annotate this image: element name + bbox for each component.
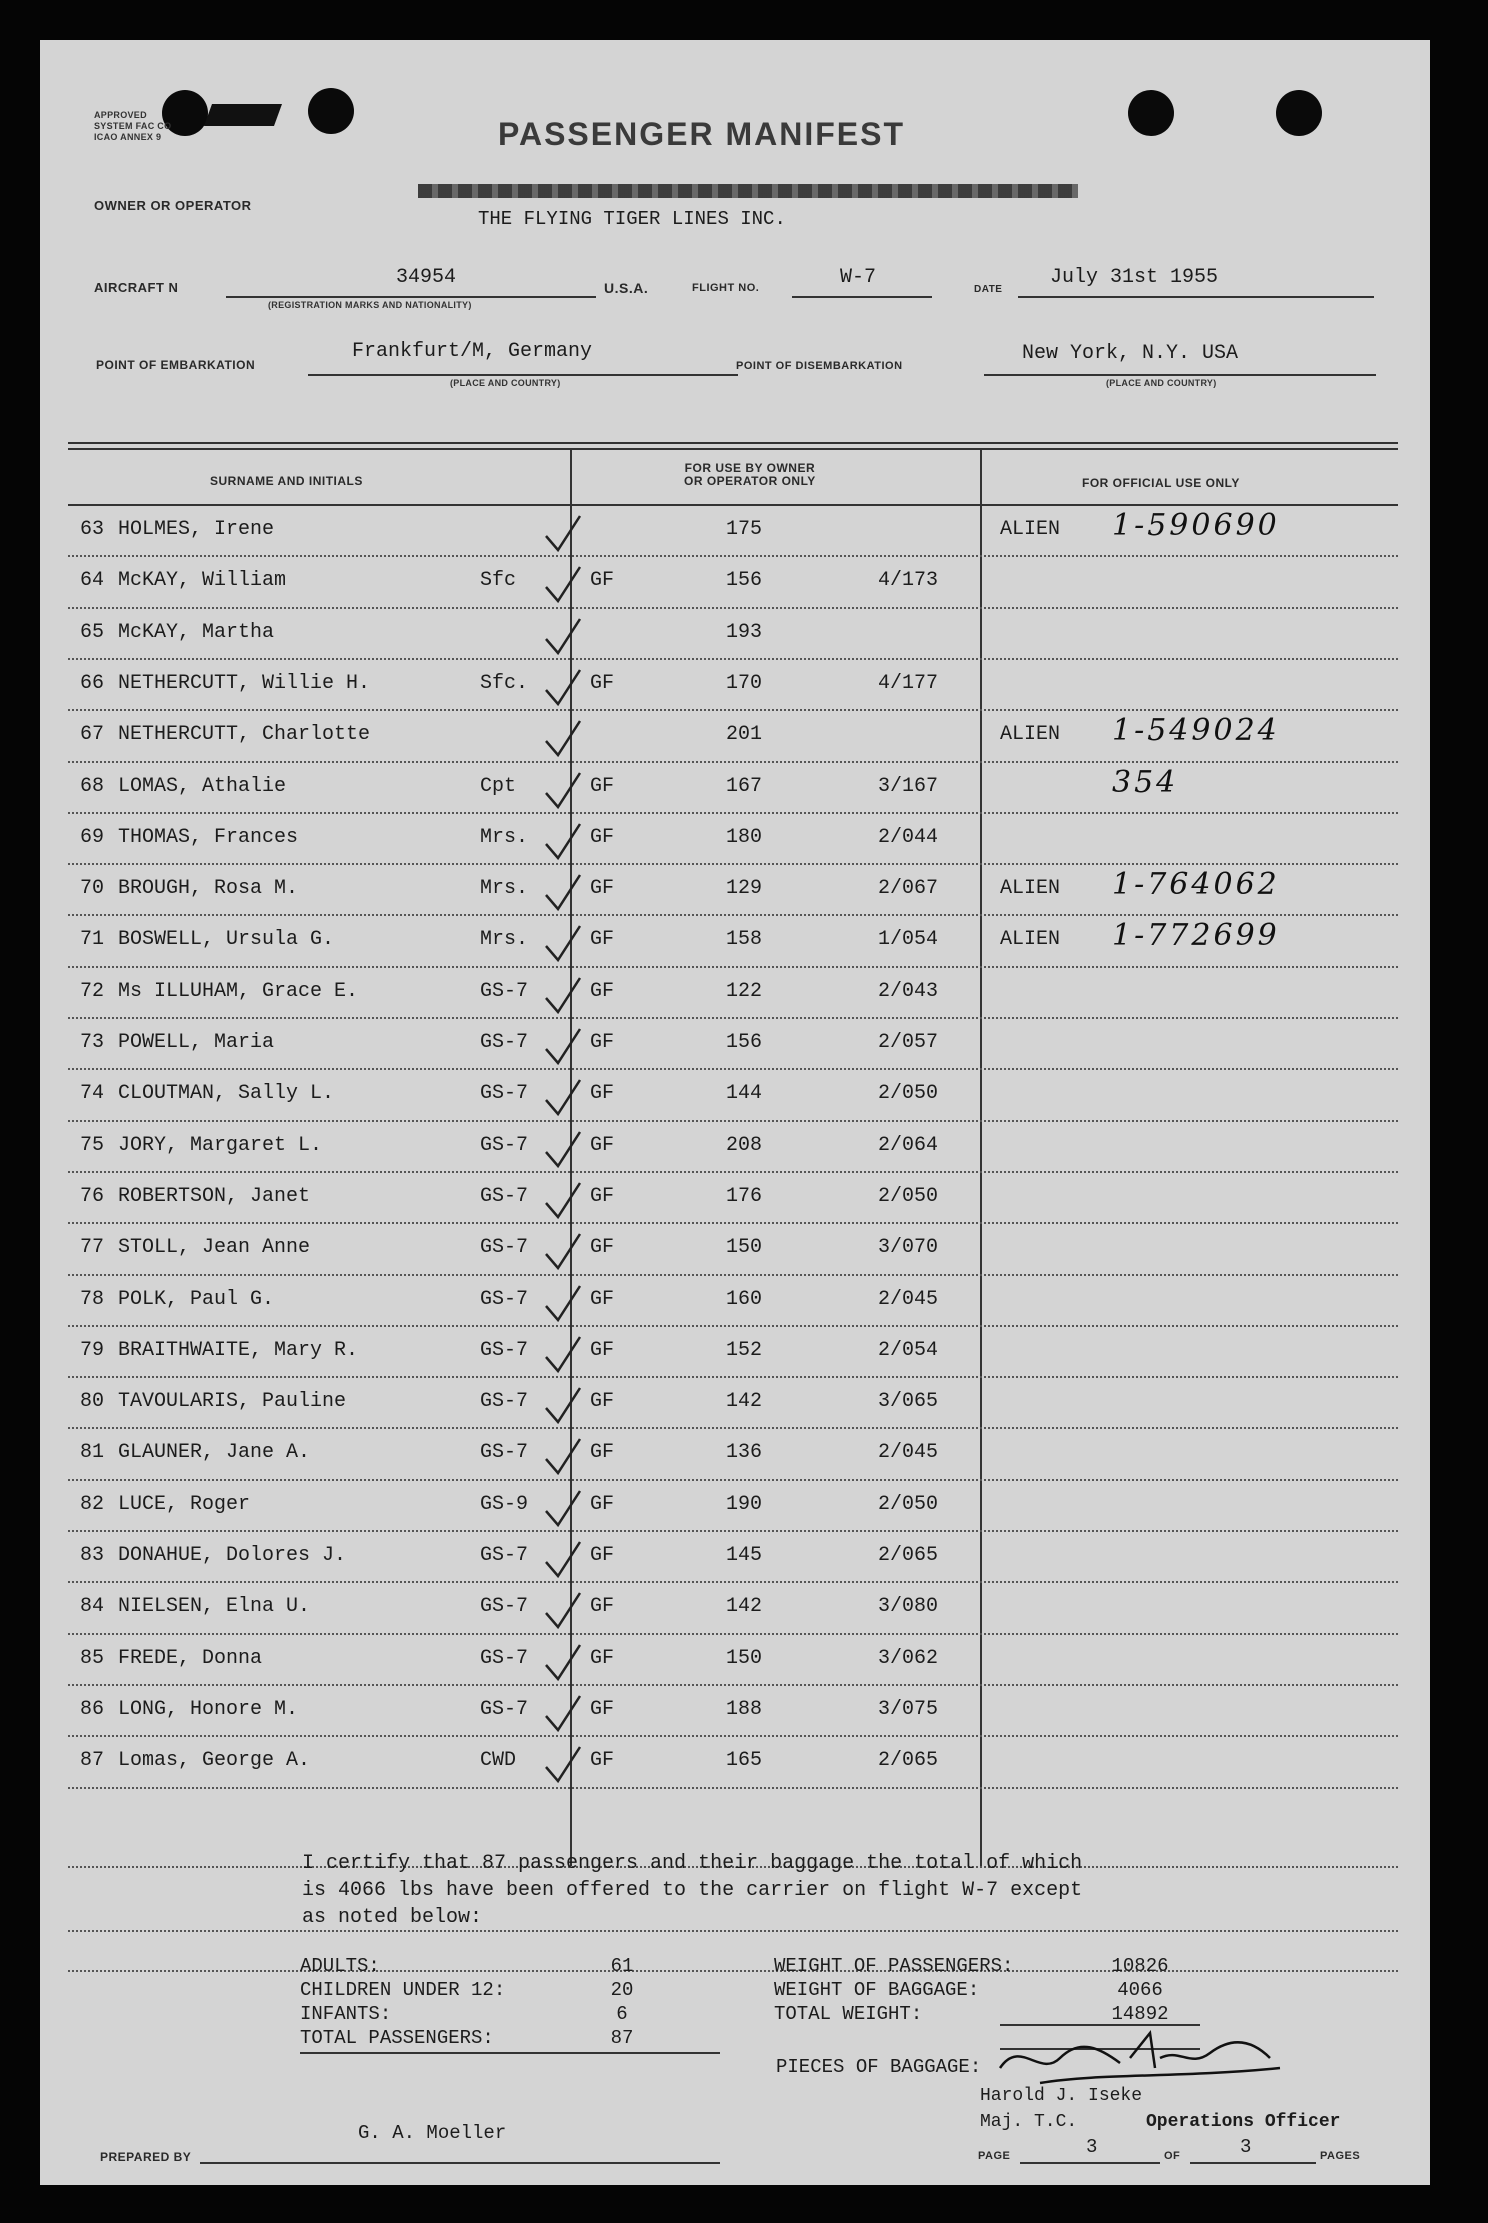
check-mark-icon xyxy=(540,512,630,556)
table-row xyxy=(40,1173,1430,1224)
embark-label: POINT OF EMBARKATION xyxy=(96,358,256,372)
passenger-name: LUCE, Roger xyxy=(118,1492,251,1516)
check-mark-icon xyxy=(540,563,630,607)
passenger-weight: 142 xyxy=(726,1390,763,1414)
passenger-name: DONAHUE, Dolores J. xyxy=(118,1544,347,1567)
row-number: 78 xyxy=(80,1287,105,1311)
flight-label: FLIGHT NO. xyxy=(692,282,760,294)
baggage-count: 2/050 xyxy=(878,1184,939,1208)
passenger-weight: 158 xyxy=(726,928,763,952)
passenger-weight: 175 xyxy=(726,518,763,541)
gf-mark: GF xyxy=(590,1749,615,1773)
adults-label: ADULTS: xyxy=(300,1955,380,1977)
row-number: 83 xyxy=(80,1544,105,1567)
passenger-rank: Cpt xyxy=(480,774,517,798)
passenger-name: FREDE, Donna xyxy=(118,1646,263,1670)
punch-hole xyxy=(1128,90,1174,136)
table-row xyxy=(40,660,1430,711)
gf-mark: GF xyxy=(590,1492,615,1516)
check-mark-icon xyxy=(540,1487,630,1531)
check-mark-icon xyxy=(540,1179,630,1223)
check-mark-icon xyxy=(540,1641,630,1685)
passenger-weight: 190 xyxy=(726,1492,763,1516)
check-mark-icon xyxy=(540,717,630,761)
passenger-weight: 136 xyxy=(726,1441,763,1465)
check-mark-icon xyxy=(540,666,630,710)
baggage-count: 2/050 xyxy=(878,1492,939,1516)
check-mark-icon xyxy=(540,820,630,864)
alien-label: ALIEN xyxy=(1000,723,1061,747)
col-header-owner-line: FOR USE BY OWNER xyxy=(684,461,816,475)
passenger-weight: 144 xyxy=(726,1082,763,1106)
passenger-weight: 152 xyxy=(726,1338,763,1362)
punch-hole xyxy=(1276,90,1322,136)
row-number: 77 xyxy=(80,1236,105,1260)
certification-text xyxy=(302,1850,1082,1931)
prepared-label: PREPARED BY xyxy=(100,2150,192,2164)
alien-label: ALIEN xyxy=(1000,518,1061,541)
row-number: 69 xyxy=(80,825,105,849)
row-number: 71 xyxy=(80,928,105,952)
passenger-name: NETHERCUTT, Charlotte xyxy=(118,723,371,747)
gf-mark: GF xyxy=(590,1390,615,1414)
official-number: 354 xyxy=(1112,764,1179,800)
owner-value: THE FLYING TIGER LINES INC. xyxy=(478,208,786,230)
redaction-mark xyxy=(204,104,282,126)
approved-line: APPROVED xyxy=(94,110,147,120)
baggage-count: 2/050 xyxy=(878,1082,939,1106)
baggage-count: 2/067 xyxy=(878,877,939,901)
passenger-name: CLOUTMAN, Sally L. xyxy=(118,1082,335,1106)
passenger-name: HOLMES, Irene xyxy=(118,518,275,541)
row-number: 87 xyxy=(80,1749,105,1773)
baggage-count: 2/045 xyxy=(878,1287,939,1311)
passenger-name: Ms ILLUHAM, Grace E. xyxy=(118,979,359,1003)
infants-value: 6 xyxy=(616,2003,628,2025)
check-mark-icon xyxy=(540,922,630,966)
row-number: 64 xyxy=(80,569,105,593)
gf-mark: GF xyxy=(590,1338,615,1362)
row-number: 74 xyxy=(80,1082,105,1106)
gf-mark: GF xyxy=(590,774,615,798)
row-number: 81 xyxy=(80,1441,105,1465)
table-row xyxy=(40,711,1430,762)
gf-mark: GF xyxy=(590,1031,615,1054)
page-label: PAGE xyxy=(978,2150,1011,2162)
passenger-name: NETHERCUTT, Willie H. xyxy=(118,671,371,695)
passenger-name: ROBERTSON, Janet xyxy=(118,1184,311,1208)
of-label: OF xyxy=(1164,2150,1181,2162)
gf-mark: GF xyxy=(590,877,615,901)
passenger-rank: GS-9 xyxy=(480,1492,529,1516)
page-value: 3 xyxy=(1086,2136,1098,2158)
passenger-name: BRAITHWAITE, Mary R. xyxy=(118,1338,359,1362)
passenger-name: BOSWELL, Ursula G. xyxy=(118,928,335,952)
check-mark-icon xyxy=(540,1743,630,1787)
passenger-weight: 180 xyxy=(726,825,763,849)
check-mark-icon xyxy=(540,871,630,915)
passenger-name: POLK, Paul G. xyxy=(118,1287,275,1311)
date-underline xyxy=(1018,296,1374,298)
weight-baggage-value: 4066 xyxy=(1117,1979,1163,2001)
baggage-count: 2/045 xyxy=(878,1441,939,1465)
row-number: 73 xyxy=(80,1031,105,1054)
passenger-rank: GS-7 xyxy=(480,1390,529,1414)
check-mark-icon xyxy=(540,1230,630,1274)
passenger-rank: GS-7 xyxy=(480,1184,529,1208)
row-number: 66 xyxy=(80,671,105,695)
check-mark-icon xyxy=(540,1384,630,1428)
table-row xyxy=(40,1635,1430,1686)
owner-label: OWNER OR OPERATOR xyxy=(94,198,252,213)
passenger-weight: 201 xyxy=(726,723,763,747)
approved-stamp xyxy=(94,110,171,143)
passenger-weight: 156 xyxy=(726,1031,763,1054)
gf-mark: GF xyxy=(590,1646,615,1670)
pages-label: PAGES xyxy=(1320,2150,1361,2162)
passenger-name: McKAY, Martha xyxy=(118,620,275,644)
aircraft-value: 34954 xyxy=(396,266,457,289)
page-underline xyxy=(1020,2162,1160,2164)
table-row xyxy=(40,1070,1430,1121)
baggage-count: 2/044 xyxy=(878,825,939,849)
official-number: 1-590690 xyxy=(1112,508,1280,543)
alien-label: ALIEN xyxy=(1000,928,1061,952)
passenger-rank: GS-7 xyxy=(480,1082,529,1106)
gf-mark: GF xyxy=(590,1236,615,1260)
passenger-rank: GS-7 xyxy=(480,1236,529,1260)
passenger-weight: 170 xyxy=(726,671,763,695)
table-row xyxy=(40,968,1430,1019)
weight-passengers-value: 10826 xyxy=(1111,1955,1169,1977)
weight-values xyxy=(1080,1954,1200,2026)
check-mark-icon xyxy=(540,1128,630,1172)
passenger-name: BROUGH, Rosa M. xyxy=(118,877,299,901)
baggage-count: 3/167 xyxy=(878,774,939,798)
row-separator xyxy=(68,1787,1398,1789)
row-number: 65 xyxy=(80,620,105,644)
row-number: 75 xyxy=(80,1133,105,1157)
passenger-rank: Mrs. xyxy=(480,825,529,849)
check-mark-icon xyxy=(540,1282,630,1326)
struck-out-text xyxy=(418,184,1078,198)
passenger-weight: 188 xyxy=(726,1697,763,1721)
row-number: 84 xyxy=(80,1595,105,1619)
passenger-rank: Mrs. xyxy=(480,928,529,952)
check-mark-icon xyxy=(540,1589,630,1633)
row-number: 82 xyxy=(80,1492,105,1516)
passenger-name: McKAY, William xyxy=(118,569,287,593)
table-row xyxy=(40,1327,1430,1378)
table-row xyxy=(40,1019,1430,1070)
gf-mark: GF xyxy=(590,1287,615,1311)
table-row xyxy=(40,1686,1430,1737)
signer-title: Operations Officer xyxy=(1146,2112,1341,2132)
passenger-name: THOMAS, Frances xyxy=(118,825,299,849)
date-label: DATE xyxy=(974,284,1003,295)
passenger-weight: 208 xyxy=(726,1133,763,1157)
baggage-count: 2/057 xyxy=(878,1031,939,1054)
embark-value: Frankfurt/M, Germany xyxy=(352,340,593,363)
gf-mark: GF xyxy=(590,1441,615,1465)
page-title: PASSENGER MANIFEST xyxy=(498,116,905,152)
manifest-sheet xyxy=(40,40,1430,2185)
col-header-official: FOR OFFICIAL USE ONLY xyxy=(1082,476,1240,490)
weight-baggage-label: WEIGHT OF BAGGAGE: xyxy=(774,1979,980,2001)
passenger-name: POWELL, Maria xyxy=(118,1031,275,1054)
baggage-count: 3/080 xyxy=(878,1595,939,1619)
passenger-rank: GS-7 xyxy=(480,1031,529,1054)
weight-labels xyxy=(774,1954,1013,2026)
weight-underline xyxy=(1000,2024,1200,2026)
gf-mark: GF xyxy=(590,1082,615,1106)
of-underline xyxy=(1190,2162,1316,2164)
certification-line: is 4066 lbs have been offered to the carrier on flight W-7 except xyxy=(302,1879,1083,1902)
passenger-weight: 193 xyxy=(726,620,763,644)
approved-line: ICAO ANNEX 9 xyxy=(94,132,162,142)
passenger-name: NIELSEN, Elna U. xyxy=(118,1595,311,1619)
baggage-count: 3/062 xyxy=(878,1646,939,1670)
disembark-label: POINT OF DISEMBARKATION xyxy=(736,360,903,372)
passenger-rank: GS-7 xyxy=(480,1646,529,1670)
weight-passengers-label: WEIGHT OF PASSENGERS: xyxy=(774,1955,1014,1977)
passenger-rank: GS-7 xyxy=(480,1595,529,1619)
passenger-name: TAVOULARIS, Pauline xyxy=(118,1390,347,1414)
passenger-rank: GS-7 xyxy=(480,1697,529,1721)
table-row xyxy=(40,763,1430,814)
gf-mark: GF xyxy=(590,979,615,1003)
passenger-weight: 156 xyxy=(726,569,763,593)
table-row xyxy=(40,506,1430,557)
flight-value: W-7 xyxy=(840,266,877,289)
gf-mark: GF xyxy=(590,1697,615,1721)
table-row xyxy=(40,1378,1430,1429)
row-number: 76 xyxy=(80,1184,105,1208)
disembark-sublabel: (PLACE AND COUNTRY) xyxy=(1106,378,1217,388)
table-row xyxy=(40,1429,1430,1480)
passenger-rank: CWD xyxy=(480,1749,517,1773)
passenger-weight: 129 xyxy=(726,877,763,901)
official-number: 1-772699 xyxy=(1112,918,1280,954)
aircraft-label: AIRCRAFT N xyxy=(94,280,179,295)
infants-label: INFANTS: xyxy=(300,2003,392,2025)
approved-line: SYSTEM FAC CO xyxy=(94,121,172,131)
table-row xyxy=(40,1122,1430,1173)
official-number: 1-764062 xyxy=(1112,867,1280,903)
total-passengers-value: 87 xyxy=(610,2027,634,2049)
prepared-underline xyxy=(200,2162,720,2164)
gf-mark: GF xyxy=(590,1133,615,1157)
passenger-name: JORY, Margaret L. xyxy=(118,1133,323,1157)
col-header-owner xyxy=(684,462,816,488)
prepared-value: G. A. Moeller xyxy=(358,2122,507,2144)
baggage-count: 2/065 xyxy=(878,1749,939,1773)
row-number: 79 xyxy=(80,1338,105,1362)
total-passengers-label: TOTAL PASSENGERS: xyxy=(300,2027,494,2049)
children-label: CHILDREN UNDER 12: xyxy=(300,1979,506,2001)
row-number: 80 xyxy=(80,1390,105,1414)
passenger-name: STOLL, Jean Anne xyxy=(118,1236,311,1260)
of-value: 3 xyxy=(1240,2136,1252,2158)
check-mark-icon xyxy=(540,1435,630,1479)
baggage-count: 3/075 xyxy=(878,1697,939,1721)
passenger-weight: 145 xyxy=(726,1544,763,1567)
check-mark-icon xyxy=(540,1538,630,1582)
passenger-rank: Mrs. xyxy=(480,877,529,901)
gf-mark: GF xyxy=(590,569,615,593)
row-number: 86 xyxy=(80,1697,105,1721)
gf-mark: GF xyxy=(590,1184,615,1208)
row-number: 70 xyxy=(80,877,105,901)
signer-name: Harold J. Iseke xyxy=(980,2086,1143,2106)
totals-underline xyxy=(300,2052,720,2054)
table-row xyxy=(40,1583,1430,1634)
check-mark-icon xyxy=(540,615,630,659)
baggage-count: 2/054 xyxy=(878,1338,939,1362)
passenger-weight: 167 xyxy=(726,774,763,798)
baggage-count: 2/064 xyxy=(878,1133,939,1157)
baggage-count: 1/054 xyxy=(878,928,939,952)
embark-underline xyxy=(308,374,738,376)
passenger-name: Lomas, George A. xyxy=(118,1749,311,1773)
passenger-weight: 160 xyxy=(726,1287,763,1311)
usa-label: U.S.A. xyxy=(604,280,649,296)
row-number: 68 xyxy=(80,774,105,798)
children-value: 20 xyxy=(610,1979,634,2001)
certification-line: I certify that 87 passengers and their baggage the total of which xyxy=(302,1852,1083,1875)
table-row xyxy=(40,1276,1430,1327)
table-row xyxy=(40,1532,1430,1583)
passenger-weight: 122 xyxy=(726,979,763,1003)
total-weight-label: TOTAL WEIGHT: xyxy=(774,2003,923,2025)
table-row xyxy=(40,814,1430,865)
check-mark-icon xyxy=(540,974,630,1018)
certification-line: as noted below: xyxy=(302,1906,483,1929)
passenger-count-values xyxy=(592,1954,652,2050)
row-number: 85 xyxy=(80,1646,105,1670)
passenger-rank: Sfc xyxy=(480,569,517,593)
passenger-rank: Sfc. xyxy=(480,671,529,695)
passenger-weight: 142 xyxy=(726,1595,763,1619)
table-row xyxy=(40,557,1430,608)
passenger-rank: GS-7 xyxy=(480,1133,529,1157)
table-row xyxy=(40,1737,1430,1788)
table-row xyxy=(40,1481,1430,1532)
row-number: 72 xyxy=(80,979,105,1003)
gf-mark: GF xyxy=(590,928,615,952)
table-top-rule xyxy=(68,448,1398,450)
check-mark-icon xyxy=(540,1333,630,1377)
baggage-count: 4/173 xyxy=(878,569,939,593)
table-row xyxy=(40,609,1430,660)
table-top-rule xyxy=(68,442,1398,444)
baggage-count: 3/065 xyxy=(878,1390,939,1414)
passenger-rank: GS-7 xyxy=(480,1287,529,1311)
disembark-value: New York, N.Y. USA xyxy=(1022,342,1239,365)
flight-underline xyxy=(792,296,932,298)
baggage-count: 2/043 xyxy=(878,979,939,1003)
baggage-count: 2/065 xyxy=(878,1544,939,1567)
check-mark-icon xyxy=(540,1076,630,1120)
passenger-counts xyxy=(300,1954,505,2050)
table-row xyxy=(40,916,1430,967)
passenger-weight: 150 xyxy=(726,1646,763,1670)
passenger-rank: GS-7 xyxy=(480,1544,529,1567)
baggage-count: 3/070 xyxy=(878,1236,939,1260)
gf-mark: GF xyxy=(590,1595,615,1619)
official-number: 1-549024 xyxy=(1112,713,1280,749)
col-header-surname: SURNAME AND INITIALS xyxy=(210,474,363,488)
passenger-name: LONG, Honore M. xyxy=(118,1697,299,1721)
disembark-underline xyxy=(984,374,1376,376)
punch-hole xyxy=(308,88,354,134)
gf-mark: GF xyxy=(590,825,615,849)
embark-sublabel: (PLACE AND COUNTRY) xyxy=(450,378,561,388)
adults-value: 61 xyxy=(610,1955,634,1977)
passenger-weight: 150 xyxy=(726,1236,763,1260)
passenger-rank: GS-7 xyxy=(480,979,529,1003)
signer-rank: Maj. T.C. xyxy=(980,2112,1078,2132)
check-mark-icon xyxy=(540,1025,630,1069)
passenger-name: LOMAS, Athalie xyxy=(118,774,287,798)
passenger-rank: GS-7 xyxy=(480,1441,529,1465)
date-value: July 31st 1955 xyxy=(1050,266,1219,289)
passenger-weight: 176 xyxy=(726,1184,763,1208)
row-number: 63 xyxy=(80,518,105,541)
total-weight-value: 14892 xyxy=(1111,2003,1169,2025)
row-number: 67 xyxy=(80,723,105,747)
aircraft-underline xyxy=(226,296,596,298)
passenger-name: GLAUNER, Jane A. xyxy=(118,1441,311,1465)
table-row xyxy=(40,865,1430,916)
passenger-weight: 165 xyxy=(726,1749,763,1773)
check-mark-icon xyxy=(540,1692,630,1736)
aircraft-sublabel: (REGISTRATION MARKS AND NATIONALITY) xyxy=(268,300,472,310)
col-header-owner-line: OR OPERATOR ONLY xyxy=(684,474,816,488)
gf-mark: GF xyxy=(590,1544,615,1567)
gf-mark: GF xyxy=(590,671,615,695)
pieces-label: PIECES OF BAGGAGE: xyxy=(776,2056,982,2078)
baggage-count: 4/177 xyxy=(878,671,939,695)
dotted-rule xyxy=(68,1930,1398,1932)
table-row xyxy=(40,1224,1430,1275)
passenger-rank: GS-7 xyxy=(480,1338,529,1362)
alien-label: ALIEN xyxy=(1000,877,1061,901)
check-mark-icon xyxy=(540,769,630,813)
